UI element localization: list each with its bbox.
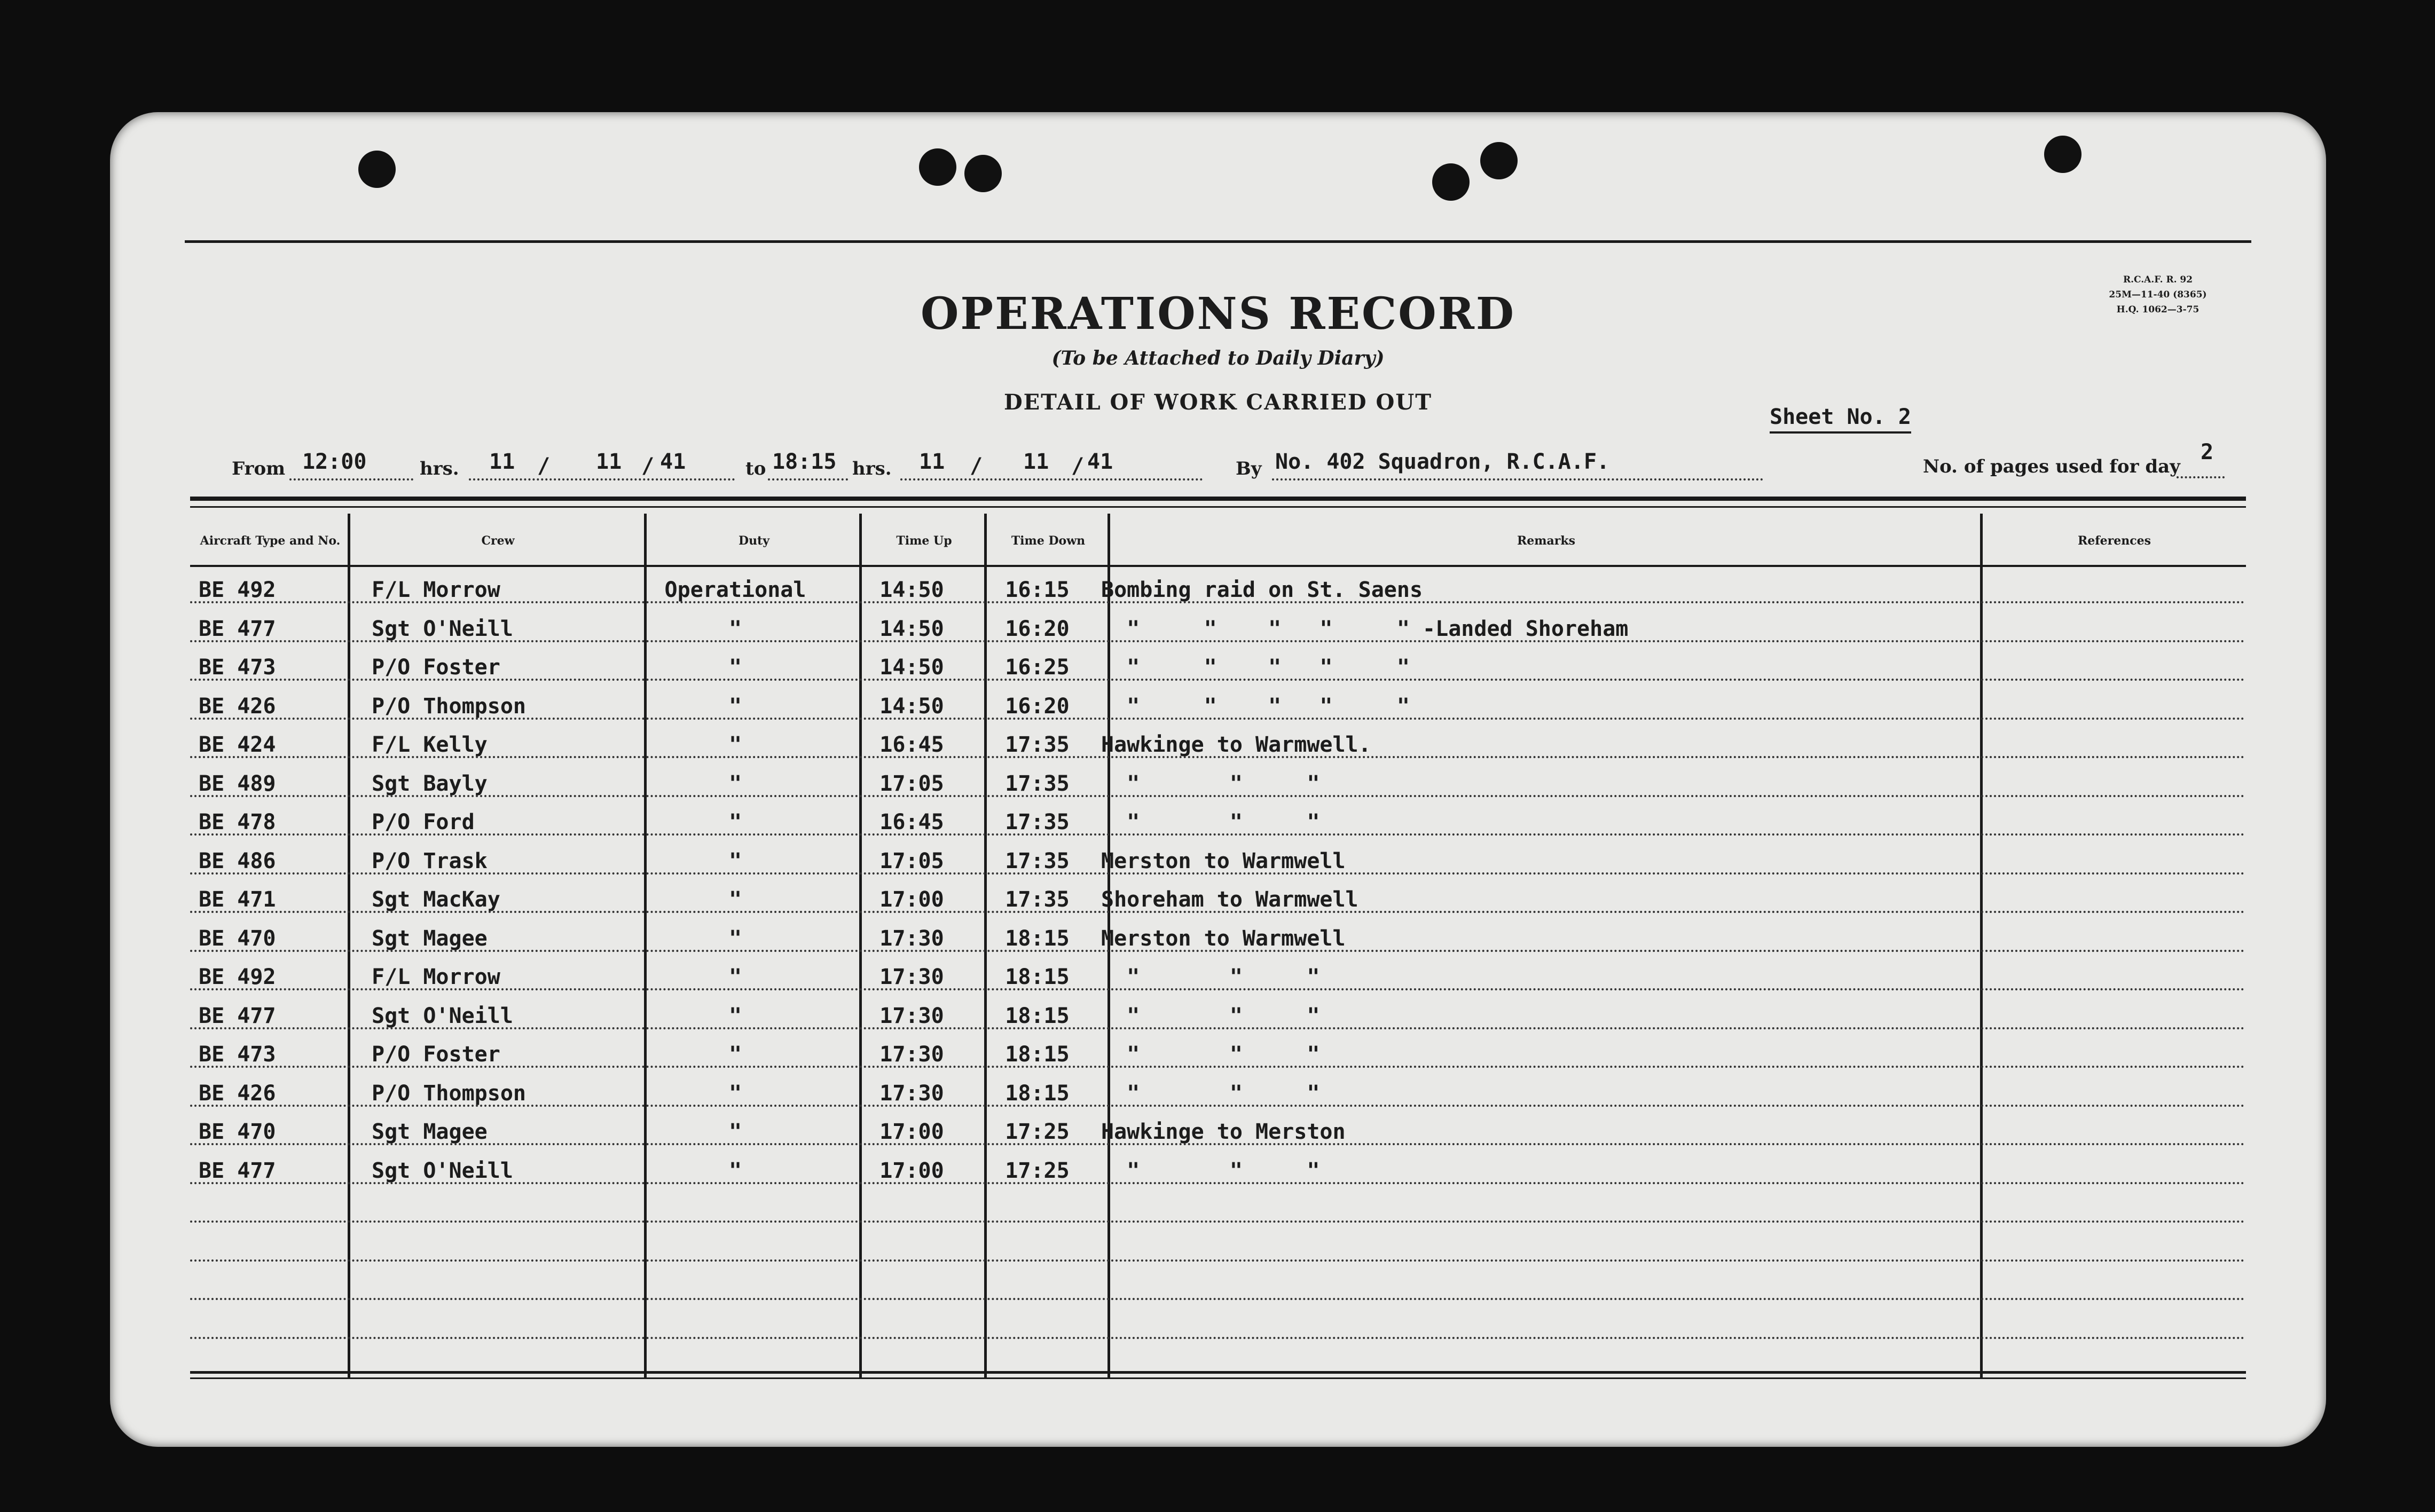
- row-dotted-rule: [190, 872, 2246, 875]
- remarks-cell: " " " " ": [1101, 655, 1410, 680]
- date-slash: /: [641, 454, 655, 478]
- row-dotted-rule: [190, 601, 2246, 603]
- table-bottom-rule-thin: [190, 1377, 2246, 1379]
- time-up-cell: 17:30: [879, 926, 944, 951]
- to-day: 11: [919, 450, 945, 474]
- remarks-cell: Hawkinge to Merston: [1101, 1120, 1346, 1144]
- duty-cell: ": [728, 1120, 742, 1144]
- remarks-cell: Shoreham to Warmwell: [1101, 887, 1358, 912]
- table-row: [110, 1081, 2326, 1120]
- aircraft-cell: BE 470: [199, 926, 276, 951]
- from-day: 11: [489, 450, 515, 474]
- aircraft-cell: BE 477: [199, 616, 276, 641]
- time-up-cell: 17:30: [879, 1042, 944, 1067]
- period-dotted-underline: [469, 478, 735, 481]
- time-down-cell: 17:35: [1005, 733, 1070, 757]
- table-bottom-rule: [190, 1371, 2246, 1374]
- row-dotted-rule: [190, 718, 2246, 720]
- time-down-cell: 17:35: [1005, 887, 1070, 912]
- aircraft-cell: BE 470: [199, 1120, 276, 1144]
- table-row: [110, 965, 2326, 1003]
- table-row: [110, 1042, 2326, 1081]
- remarks-cell: " " ": [1101, 965, 1320, 989]
- time-up-cell: 14:50: [879, 655, 944, 680]
- time-up-cell: 17:00: [879, 1158, 944, 1183]
- remarks-cell: " " " " " -Landed Shoreham: [1101, 616, 1629, 641]
- table-row: [110, 1004, 2326, 1042]
- row-dotted-rule: [190, 1066, 2246, 1068]
- time-down-cell: 17:25: [1005, 1158, 1070, 1183]
- column-header-crew: Crew: [481, 534, 515, 548]
- crew-cell: P/O Thompson: [372, 1081, 526, 1106]
- crew-cell: P/O Foster: [372, 1042, 500, 1067]
- time-up-cell: 17:00: [879, 1120, 944, 1144]
- duty-cell: Operational: [664, 578, 806, 602]
- page-title: OPERATIONS RECORD: [921, 288, 1515, 340]
- page-subtitle: (To be Attached to Daily Diary): [1051, 347, 1385, 369]
- remarks-cell: " " ": [1101, 810, 1320, 834]
- table-row: [110, 733, 2326, 771]
- by-label: By: [1236, 458, 1262, 479]
- time-up-cell: 17:05: [879, 848, 944, 873]
- period-dotted-underline: [1272, 478, 1763, 481]
- time-up-cell: 17:30: [879, 965, 944, 989]
- aircraft-cell: BE 471: [199, 887, 276, 912]
- crew-cell: P/O Foster: [372, 655, 500, 680]
- table-row: [110, 1159, 2326, 1197]
- crew-cell: P/O Trask: [372, 848, 488, 873]
- row-dotted-rule: [190, 1259, 2246, 1262]
- aircraft-cell: BE 477: [199, 1003, 276, 1028]
- table-row: [110, 926, 2326, 965]
- time-down-cell: 16:15: [1005, 578, 1070, 602]
- time-up-cell: 17:05: [879, 771, 944, 796]
- duty-cell: ": [728, 655, 742, 680]
- punch-hole: [358, 151, 396, 188]
- duty-cell: ": [728, 926, 742, 951]
- from-year: 41: [660, 450, 686, 474]
- period-dotted-underline: [289, 478, 413, 481]
- row-dotted-rule: [190, 911, 2246, 913]
- table-row: [110, 694, 2326, 733]
- duty-cell: ": [728, 848, 742, 873]
- aircraft-cell: BE 473: [199, 1042, 276, 1067]
- duty-cell: ": [728, 887, 742, 912]
- duty-cell: ": [728, 1158, 742, 1183]
- crew-cell: Sgt O'Neill: [372, 1158, 513, 1183]
- form-code-line: H.Q. 1062—3-75: [2116, 304, 2200, 315]
- duty-cell: ": [728, 810, 742, 834]
- time-up-cell: 17:30: [879, 1081, 944, 1106]
- crew-cell: P/O Thompson: [372, 694, 526, 719]
- table-row: [110, 655, 2326, 694]
- time-down-cell: 18:15: [1005, 965, 1070, 989]
- date-slash: /: [537, 454, 551, 478]
- row-dotted-rule: [190, 1182, 2246, 1184]
- pages-label: No. of pages used for day: [1923, 456, 2180, 477]
- table-row: [110, 887, 2326, 926]
- row-dotted-rule: [190, 640, 2246, 642]
- time-down-cell: 18:15: [1005, 926, 1070, 951]
- from-time: 12:00: [302, 450, 367, 474]
- remarks-cell: Bombing raid on St. Saens: [1101, 578, 1423, 602]
- duty-cell: ": [728, 1081, 742, 1106]
- form-code-line: R.C.A.F. R. 92: [2123, 274, 2193, 285]
- hrs-label: hrs.: [420, 458, 459, 479]
- aircraft-cell: BE 477: [199, 1158, 276, 1183]
- crew-cell: F/L Morrow: [372, 578, 500, 602]
- from-month: 11: [596, 450, 622, 474]
- column-header-references: References: [2077, 534, 2151, 548]
- remarks-cell: Merston to Warmwell: [1101, 848, 1346, 873]
- table-row: [110, 771, 2326, 810]
- column-header-time-down: Time Down: [1011, 534, 1086, 548]
- table-top-rule: [190, 497, 2246, 501]
- duty-cell: ": [728, 616, 742, 641]
- crew-cell: Sgt Bayly: [372, 771, 488, 796]
- detail-heading: DETAIL OF WORK CARRIED OUT: [1003, 390, 1433, 415]
- header-bottom-rule: [190, 565, 2246, 567]
- period-dotted-underline: [768, 478, 848, 481]
- period-dotted-underline: [2177, 476, 2225, 478]
- column-header-duty: Duty: [738, 534, 770, 548]
- remarks-cell: " " " " ": [1101, 694, 1410, 719]
- duty-cell: ": [728, 694, 742, 719]
- time-up-cell: 16:45: [879, 810, 944, 834]
- from-label: From: [232, 458, 286, 479]
- table-row: [110, 578, 2326, 616]
- punch-hole: [1480, 142, 1518, 179]
- to-label: to: [745, 458, 766, 479]
- time-down-cell: 18:15: [1005, 1003, 1070, 1028]
- row-dotted-rule: [190, 988, 2246, 990]
- aircraft-cell: BE 478: [199, 810, 276, 834]
- row-dotted-rule: [190, 833, 2246, 836]
- time-up-cell: 17:30: [879, 1003, 944, 1028]
- time-down-cell: 17:35: [1005, 848, 1070, 873]
- time-down-cell: 17:35: [1005, 810, 1070, 834]
- date-slash: /: [970, 454, 983, 478]
- form-code-line: 25M—11-40 (8365): [2109, 289, 2207, 300]
- sheet-number: Sheet No. 2: [1770, 405, 1911, 434]
- table-top-rule-thin: [190, 506, 2246, 508]
- punch-hole: [2044, 136, 2081, 173]
- remarks-cell: " " ": [1101, 1081, 1320, 1106]
- to-time: 18:15: [772, 450, 837, 474]
- time-up-cell: 14:50: [879, 578, 944, 602]
- row-dotted-rule: [190, 1298, 2246, 1300]
- duty-cell: ": [728, 1003, 742, 1028]
- duty-cell: ": [728, 1042, 742, 1067]
- crew-cell: Sgt O'Neill: [372, 616, 513, 641]
- crew-cell: P/O Ford: [372, 810, 475, 834]
- column-header-aircraft: Aircraft Type and No.: [200, 534, 341, 548]
- punch-hole: [964, 155, 1002, 192]
- row-dotted-rule: [190, 679, 2246, 681]
- time-down-cell: 16:20: [1005, 616, 1070, 641]
- time-down-cell: 17:35: [1005, 771, 1070, 796]
- aircraft-cell: BE 426: [199, 1081, 276, 1106]
- row-dotted-rule: [190, 795, 2246, 797]
- time-down-cell: 16:25: [1005, 655, 1070, 680]
- remarks-cell: " " ": [1101, 1158, 1320, 1183]
- remarks-cell: " " ": [1101, 1003, 1320, 1028]
- top-rule: [185, 240, 2251, 243]
- row-dotted-rule: [190, 950, 2246, 952]
- aircraft-cell: BE 473: [199, 655, 276, 680]
- punch-hole: [1432, 163, 1470, 201]
- table-row: [110, 810, 2326, 848]
- aircraft-cell: BE 492: [199, 578, 276, 602]
- row-dotted-rule: [190, 1027, 2246, 1029]
- duty-cell: ": [728, 965, 742, 989]
- hrs-label: hrs.: [852, 458, 892, 479]
- punch-hole: [919, 148, 956, 186]
- time-down-cell: 16:20: [1005, 694, 1070, 719]
- aircraft-cell: BE 424: [199, 733, 276, 757]
- time-up-cell: 14:50: [879, 616, 944, 641]
- row-dotted-rule: [190, 756, 2246, 758]
- crew-cell: F/L Kelly: [372, 733, 488, 757]
- column-header-time-up: Time Up: [896, 534, 952, 548]
- operations-record-card: [110, 112, 2326, 1447]
- time-up-cell: 16:45: [879, 733, 944, 757]
- row-dotted-rule: [190, 1220, 2246, 1223]
- time-down-cell: 17:25: [1005, 1120, 1070, 1144]
- time-down-cell: 18:15: [1005, 1081, 1070, 1106]
- table-row: [110, 1120, 2326, 1158]
- period-dotted-underline: [900, 478, 1203, 481]
- remarks-cell: Hawkinge to Warmwell.: [1101, 733, 1371, 757]
- row-dotted-rule: [190, 1105, 2246, 1107]
- crew-cell: Sgt Magee: [372, 1120, 488, 1144]
- aircraft-cell: BE 489: [199, 771, 276, 796]
- to-month: 11: [1023, 450, 1049, 474]
- time-up-cell: 14:50: [879, 694, 944, 719]
- by-unit: No. 402 Squadron, R.C.A.F.: [1275, 450, 1610, 474]
- remarks-cell: Merston to Warmwell: [1101, 926, 1346, 951]
- pages-value: 2: [2201, 440, 2214, 464]
- table-row: [110, 617, 2326, 655]
- crew-cell: Sgt MacKay: [372, 887, 500, 912]
- to-year: 41: [1087, 450, 1113, 474]
- table-row: [110, 849, 2326, 887]
- remarks-cell: " " ": [1101, 1042, 1320, 1067]
- remarks-cell: " " ": [1101, 771, 1320, 796]
- aircraft-cell: BE 492: [199, 965, 276, 989]
- time-down-cell: 18:15: [1005, 1042, 1070, 1067]
- form-code: [2096, 272, 2219, 317]
- duty-cell: ": [728, 771, 742, 796]
- column-header-remarks: Remarks: [1517, 534, 1576, 548]
- crew-cell: F/L Morrow: [372, 965, 500, 989]
- duty-cell: ": [728, 733, 742, 757]
- date-slash: /: [1071, 454, 1085, 478]
- crew-cell: Sgt Magee: [372, 926, 488, 951]
- aircraft-cell: BE 426: [199, 694, 276, 719]
- aircraft-cell: BE 486: [199, 848, 276, 873]
- time-up-cell: 17:00: [879, 887, 944, 912]
- row-dotted-rule: [190, 1337, 2246, 1339]
- row-dotted-rule: [190, 1143, 2246, 1145]
- crew-cell: Sgt O'Neill: [372, 1003, 513, 1028]
